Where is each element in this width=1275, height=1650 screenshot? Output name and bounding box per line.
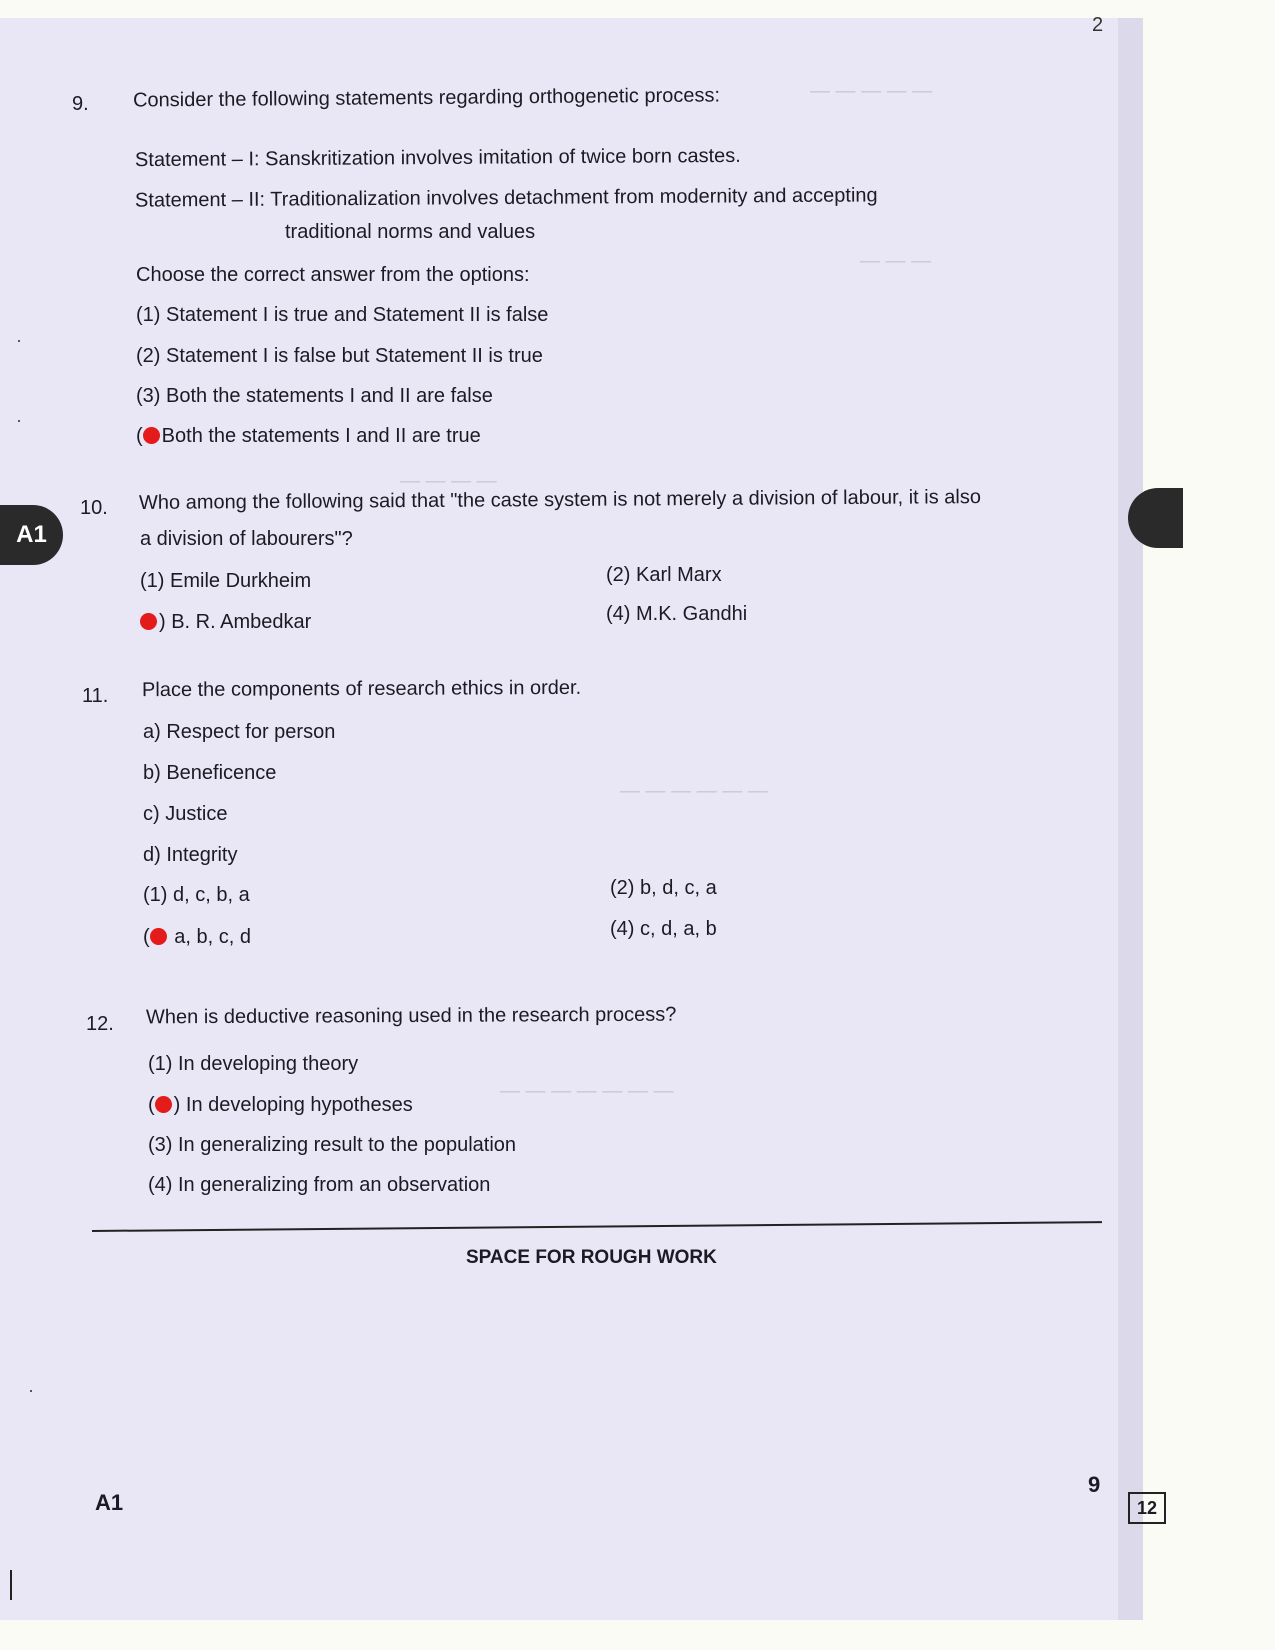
red-answer-mark-icon xyxy=(143,427,160,444)
option-1[interactable]: (1) Emile Durkheim xyxy=(140,570,312,592)
statement-two: Statement – II: Traditionalization involves detachment from modernity and accepting xyxy=(134,184,878,212)
option-3-marked[interactable] xyxy=(143,925,251,949)
option-prefix: ( xyxy=(143,926,150,948)
statement-one: Statement – I: Sanskritization involves imitation of twice born castes. xyxy=(134,144,741,172)
option-4[interactable]: (4) c, d, a, b xyxy=(610,918,717,940)
option-3[interactable]: (3) Both the statements I and II are false xyxy=(136,385,493,407)
option-2-marked[interactable] xyxy=(148,1093,413,1117)
option-text: Both the statements I and II are true xyxy=(161,425,481,447)
option-4[interactable]: (4) M.K. Gandhi xyxy=(606,603,748,625)
scan-speck xyxy=(18,340,20,342)
question-number: 10. xyxy=(80,497,108,519)
option-2[interactable]: (2) Statement I is false but Statement II is true xyxy=(136,345,543,367)
question-stem: Who among the following said that "the caste system is not merely a division of labour, it is also xyxy=(138,486,982,514)
red-answer-mark-icon xyxy=(150,928,167,945)
option-prefix: ( xyxy=(136,425,143,447)
list-item: d) Integrity xyxy=(143,844,238,866)
page-number: 9 xyxy=(1088,1472,1101,1497)
option-text: a, b, c, d xyxy=(168,926,251,948)
right-edge-tab xyxy=(1128,488,1183,548)
corner-mark: 2 xyxy=(1092,14,1104,36)
question-prompt: Choose the correct answer from the options: xyxy=(136,264,530,286)
question-stem: When is deductive reasoning used in the research process? xyxy=(145,1003,677,1029)
question-number: 9. xyxy=(72,93,89,115)
rough-work-label: SPACE FOR ROUGH WORK xyxy=(466,1247,717,1268)
option-2[interactable]: (2) Karl Marx xyxy=(606,564,722,586)
question-stem: Consider the following statements regarding orthogenetic process: xyxy=(132,84,721,112)
option-1[interactable]: (1) In developing theory xyxy=(148,1053,359,1075)
red-answer-mark-icon xyxy=(155,1096,172,1113)
scan-speck xyxy=(30,1390,32,1392)
scan-mark xyxy=(10,1570,12,1600)
booklet-code: A1 xyxy=(95,1490,124,1515)
option-text: ) B. R. Ambedkar xyxy=(159,611,312,633)
option-4[interactable]: (4) In generalizing from an observation xyxy=(148,1174,491,1196)
option-4-marked[interactable] xyxy=(136,424,481,448)
list-item: a) Respect for person xyxy=(143,721,336,743)
question-number: 11. xyxy=(82,685,109,707)
statement-two-continued: traditional norms and values xyxy=(285,221,536,243)
list-item: b) Beneficence xyxy=(143,762,277,784)
option-1[interactable]: (1) Statement I is true and Statement II is false xyxy=(136,304,549,326)
option-1[interactable]: (1) d, c, b, a xyxy=(143,884,250,906)
option-text: ) In developing hypotheses xyxy=(173,1094,413,1116)
section-tab: A1 xyxy=(0,505,63,565)
option-prefix: ( xyxy=(148,1094,155,1116)
scan-speck xyxy=(18,420,20,422)
question-stem: Place the components of research ethics in order. xyxy=(141,676,582,702)
page-edge xyxy=(1118,18,1143,1620)
question-number: 12. xyxy=(86,1013,114,1035)
list-item: c) Justice xyxy=(143,803,228,825)
question-stem-continued: a division of labourers"? xyxy=(140,528,353,550)
option-3[interactable]: (3) In generalizing result to the population xyxy=(148,1134,517,1156)
boxed-page-number: 12 xyxy=(1128,1492,1166,1524)
red-answer-mark-icon xyxy=(140,613,157,630)
option-2[interactable]: (2) b, d, c, a xyxy=(610,877,717,899)
option-3-marked[interactable] xyxy=(140,610,311,634)
